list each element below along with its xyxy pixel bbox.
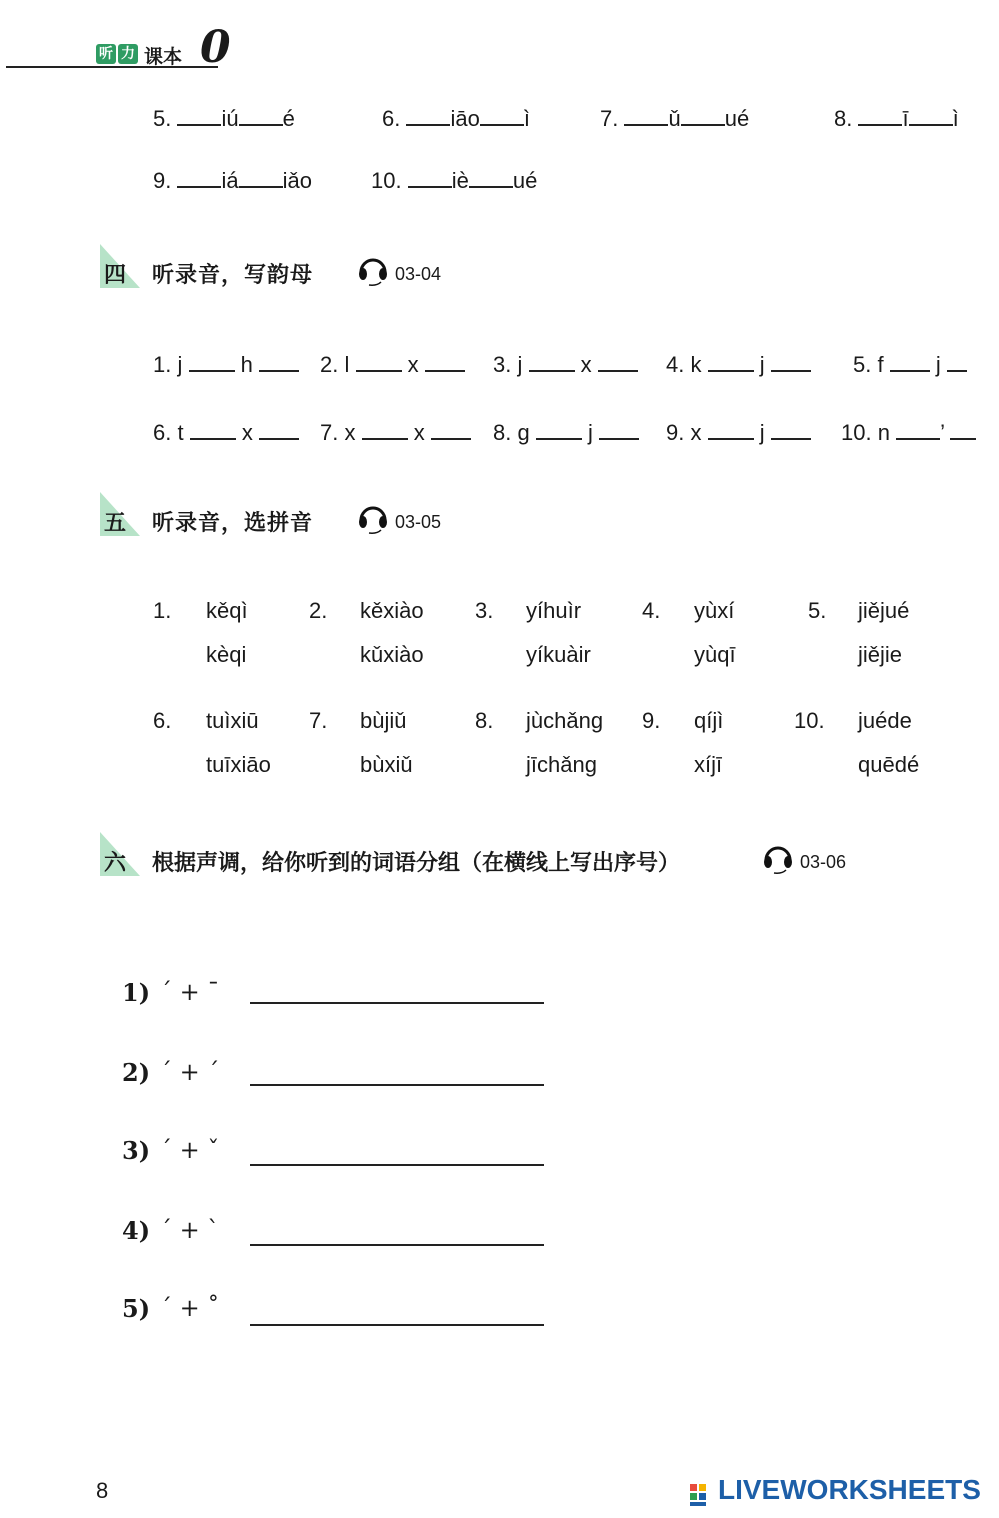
s4-item-4	[666, 352, 811, 378]
section-6-number: 六	[104, 851, 127, 876]
answer-line[interactable]	[250, 1002, 544, 1004]
s4-item-3	[493, 352, 638, 378]
pinyin-part: ué	[512, 168, 538, 193]
pinyin-option[interactable]: xíjī	[694, 752, 723, 777]
answer-blank[interactable]	[362, 420, 408, 440]
answer-blank[interactable]	[771, 352, 811, 372]
tone-pattern: ˊ + ˉ	[160, 978, 220, 1006]
s3-item-9	[153, 168, 312, 194]
pinyin-option[interactable]: jīchǎng	[526, 752, 597, 777]
answer-blank[interactable]	[950, 420, 976, 440]
initial: l	[344, 352, 350, 377]
answer-blank[interactable]	[239, 106, 283, 126]
book-number: 0	[200, 22, 231, 73]
answer-blank[interactable]	[406, 106, 450, 126]
answer-blank[interactable]	[896, 420, 940, 440]
item-number: 6.	[153, 420, 172, 445]
pinyin-option[interactable]: yíkuàir	[526, 642, 591, 667]
pinyin-option[interactable]: quēdé	[858, 752, 920, 777]
answer-blank[interactable]	[356, 352, 402, 372]
item-number: 1.	[153, 352, 172, 377]
s5-item-number: 4.	[642, 598, 661, 623]
watermark-text: LIVEWORKSHEETS	[718, 1474, 981, 1505]
section-5-number: 五	[104, 511, 127, 536]
answer-blank[interactable]	[425, 352, 465, 372]
item-number: 5.	[153, 106, 172, 131]
answer-blank[interactable]	[259, 352, 299, 372]
answer-blank[interactable]	[624, 106, 668, 126]
pinyin-option[interactable]: bùxiǔ	[360, 752, 413, 777]
group-label: 3)	[122, 1136, 151, 1165]
answer-blank[interactable]	[431, 420, 471, 440]
pinyin-option[interactable]: yíhuìr	[526, 598, 582, 623]
item-number: 8.	[834, 106, 853, 131]
pinyin-part: iǎo	[282, 168, 312, 193]
answer-line[interactable]	[250, 1244, 544, 1246]
pinyin-part: ì	[523, 106, 530, 131]
s4-item-1	[153, 352, 299, 378]
section-4-title: 听录音，写韵母	[152, 263, 314, 288]
answer-blank[interactable]	[408, 168, 452, 188]
pinyin-option[interactable]: kǔxiào	[360, 642, 424, 667]
pinyin-option[interactable]: yùqī	[694, 642, 736, 667]
initial: j	[759, 420, 765, 445]
answer-blank[interactable]	[480, 106, 524, 126]
answer-blank[interactable]	[909, 106, 953, 126]
s4-item-7	[320, 420, 471, 446]
section-5-title: 听录音，选拼音	[152, 511, 314, 536]
item-number: 7.	[320, 420, 339, 445]
item-number: 5.	[853, 352, 872, 377]
s5-item-number: 2.	[309, 598, 328, 623]
answer-blank[interactable]	[259, 420, 299, 440]
header-title: 课本	[144, 46, 183, 68]
group-label: 4)	[122, 1216, 151, 1245]
answer-line[interactable]	[250, 1164, 544, 1166]
s5-item-number: 8.	[475, 708, 494, 733]
answer-blank[interactable]	[858, 106, 902, 126]
answer-blank[interactable]	[529, 352, 575, 372]
initial: j	[177, 352, 183, 377]
s5-item-number: 9.	[642, 708, 661, 733]
headphones-icon[interactable]	[355, 500, 391, 534]
pinyin-option[interactable]: yùxí	[694, 598, 735, 623]
answer-blank[interactable]	[771, 420, 811, 440]
header-rule	[6, 66, 218, 68]
pinyin-part: iè	[451, 168, 469, 193]
item-number: 10.	[841, 420, 872, 445]
answer-blank[interactable]	[177, 106, 221, 126]
initial: j	[517, 352, 523, 377]
header-badge-listen: 听	[96, 44, 116, 64]
audio-code: 03-05	[395, 512, 442, 532]
initial: f	[877, 352, 884, 377]
section-6-title: 根据声调，给你听到的词语分组（在横线上写出序号）	[152, 851, 681, 876]
pinyin-option[interactable]: bùjiǔ	[360, 708, 407, 733]
initial: g	[517, 420, 530, 445]
s5-item-number: 1.	[153, 598, 172, 623]
item-number: 7.	[600, 106, 619, 131]
s4-item-9	[666, 420, 811, 446]
initial: j	[587, 420, 593, 445]
item-number: 2.	[320, 352, 339, 377]
item-number: 9.	[153, 168, 172, 193]
answer-blank[interactable]	[469, 168, 513, 188]
audio-code: 03-06	[800, 852, 847, 872]
header-badge-power: 力	[118, 44, 138, 64]
s3-item-6	[382, 106, 530, 132]
answer-blank[interactable]	[239, 168, 283, 188]
pinyin-part: ì	[952, 106, 959, 131]
item-number: 6.	[382, 106, 401, 131]
pinyin-option[interactable]: jiějie	[858, 642, 903, 667]
tone-pattern: ˊ + ˇ	[160, 1136, 220, 1164]
initial: x	[241, 420, 253, 445]
answer-blank[interactable]	[177, 168, 221, 188]
initial: j	[759, 352, 765, 377]
s3-item-5	[153, 106, 295, 132]
pinyin-option[interactable]: kěxiào	[360, 598, 424, 623]
page-number: 8	[96, 1478, 109, 1503]
item-number: 9.	[666, 420, 685, 445]
pinyin-option[interactable]: jiějué	[858, 598, 910, 623]
pinyin-part: iāo	[450, 106, 480, 131]
initial: x	[407, 352, 419, 377]
pinyin-part: ī	[902, 106, 909, 131]
pinyin-option[interactable]: jùchǎng	[526, 708, 604, 733]
item-number: 4.	[666, 352, 685, 377]
answer-blank[interactable]	[708, 420, 754, 440]
answer-blank[interactable]	[189, 352, 235, 372]
initial: j	[935, 352, 941, 377]
item-number: 8.	[493, 420, 512, 445]
audio-code: 03-04	[395, 264, 442, 284]
item-number: 10.	[371, 168, 402, 193]
answer-blank[interactable]	[681, 106, 725, 126]
initial: x	[344, 420, 356, 445]
liveworksheets-logo	[690, 1474, 981, 1508]
initial: k	[690, 352, 702, 377]
tone-pattern: ˊ + ˚	[160, 1294, 220, 1322]
s4-item-5	[853, 352, 967, 378]
s3-item-8	[834, 106, 959, 132]
answer-blank[interactable]	[599, 420, 639, 440]
answer-blank[interactable]	[708, 352, 754, 372]
group-label: 5)	[122, 1294, 151, 1323]
s5-item-number: 6.	[153, 708, 172, 733]
initial: h	[240, 352, 253, 377]
pinyin-part: iá	[221, 168, 239, 193]
answer-line[interactable]	[250, 1324, 544, 1326]
item-number: 3.	[493, 352, 512, 377]
pinyin-option[interactable]: kěqì	[206, 598, 248, 623]
pinyin-option[interactable]: tuìxiū	[206, 708, 259, 733]
pinyin-part: iú	[221, 106, 239, 131]
s4-item-8	[493, 420, 639, 446]
s5-item-number: 7.	[309, 708, 328, 733]
section-4-number: 四	[104, 263, 127, 288]
initial: n	[877, 420, 890, 445]
group-label: 1)	[122, 978, 151, 1007]
s4-item-6	[153, 420, 299, 446]
apostrophe: ’	[940, 420, 945, 445]
answer-blank[interactable]	[890, 352, 930, 372]
s5-item-number: 10.	[794, 708, 825, 733]
s5-item-number: 5.	[808, 598, 827, 623]
s4-item-10	[841, 420, 976, 446]
pinyin-option[interactable]: juéde	[858, 708, 912, 733]
pinyin-option[interactable]: qíjì	[694, 708, 724, 733]
initial: t	[177, 420, 184, 445]
answer-blank[interactable]	[536, 420, 582, 440]
answer-blank[interactable]	[190, 420, 236, 440]
headphones-icon[interactable]	[760, 840, 796, 874]
initial: x	[413, 420, 425, 445]
s5-item-number: 3.	[475, 598, 494, 623]
pinyin-option[interactable]: kèqi	[206, 642, 247, 667]
answer-blank[interactable]	[947, 352, 967, 372]
initial: x	[690, 420, 702, 445]
group-label: 2)	[122, 1058, 151, 1087]
liveworksheets-icon	[690, 1482, 716, 1508]
pinyin-part: ǔ	[668, 106, 681, 131]
tone-pattern: ˊ + ˋ	[160, 1216, 220, 1244]
pinyin-part: é	[282, 106, 295, 131]
tone-pattern: ˊ + ˊ	[160, 1058, 220, 1086]
answer-line[interactable]	[250, 1084, 544, 1086]
s3-item-7	[600, 106, 749, 132]
headphones-icon[interactable]	[355, 252, 391, 286]
initial: x	[580, 352, 592, 377]
s3-item-10	[371, 168, 537, 194]
s4-item-2	[320, 352, 465, 378]
pinyin-option[interactable]: tuīxiāo	[206, 752, 271, 777]
answer-blank[interactable]	[598, 352, 638, 372]
pinyin-part: ué	[724, 106, 750, 131]
